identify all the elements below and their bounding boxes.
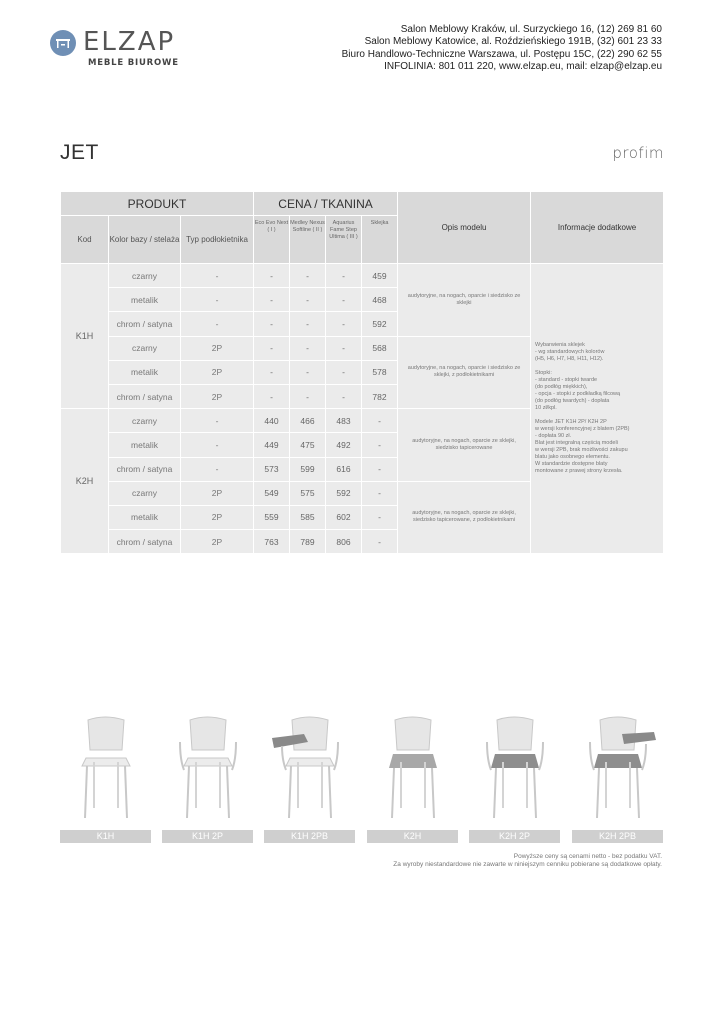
cell-kolor: czarny bbox=[109, 336, 181, 360]
product-label: K2H 2PB bbox=[572, 830, 663, 843]
page-title: JET bbox=[60, 141, 99, 164]
contact-line: Biuro Handlowo-Techniczne Warszawa, ul. Postępu 15C, (22) 290 62 55 bbox=[341, 48, 662, 60]
cell-kolor: czarny bbox=[109, 481, 181, 505]
cell-kolor: metalik bbox=[109, 433, 181, 457]
cell-opis: audytoryjne, na nogach, oparcie i siedzisko ze sklejki, z podłokietnikami bbox=[398, 336, 531, 409]
brand-logo: profim bbox=[612, 144, 664, 162]
cell-price-3: - bbox=[326, 288, 362, 312]
cell-sklejka: - bbox=[362, 409, 398, 433]
cell-info: Wybarwienia sklejek - wg standardowych kolorów (H5, H6, H7, H8, H11, H12). Stopki: - standard - stopki twarde (do podłóg miękkich), - opcja - stopki z podkładką filcową (do podłóg twardych) - dopłata 10 zł/kpl. Modele JET K1H 2P/ K2H 2P w wersji konferencyjnej z blatem (2PB) - dopłata 90 zł. Blat jest integralną częścią modeli w wersji 2PB, brak możliwości zakupu blatu jako osobnego elementu. W standardzie dostępne blaty montowane z prawej strony krzesła. bbox=[531, 264, 664, 554]
cell-sklejka: - bbox=[362, 433, 398, 457]
product-label: K1H 2PB bbox=[264, 830, 355, 843]
chair-armrest-icon bbox=[162, 690, 253, 830]
cell-kolor: chrom / satyna bbox=[109, 530, 181, 554]
cell-kolor: metalik bbox=[109, 360, 181, 384]
cell-price-3: 806 bbox=[326, 530, 362, 554]
cell-price-2: - bbox=[290, 264, 326, 288]
cell-price-2: - bbox=[290, 384, 326, 408]
elzap-logo bbox=[50, 28, 190, 70]
product-label: K1H 2P bbox=[162, 830, 253, 843]
code-k2h: K2H bbox=[61, 409, 109, 554]
cell-price-2: 475 bbox=[290, 433, 326, 457]
footnote bbox=[393, 853, 662, 869]
chair-upholstered-tablet-icon bbox=[572, 690, 663, 830]
header-info: Informacje dodatkowe bbox=[531, 192, 664, 264]
cell-typ: 2P bbox=[181, 384, 254, 408]
cell-typ: 2P bbox=[181, 481, 254, 505]
chair-tablet-icon bbox=[264, 690, 355, 830]
product-label: K1H bbox=[60, 830, 151, 843]
cell-sklejka: 459 bbox=[362, 264, 398, 288]
cell-kolor: chrom / satyna bbox=[109, 384, 181, 408]
product-k1h[interactable] bbox=[60, 690, 151, 842]
cell-price-2: - bbox=[290, 360, 326, 384]
contact-line: Salon Meblowy Kraków, ul. Surzyckiego 16, (12) 269 81 60 bbox=[400, 24, 662, 35]
cell-price-1: - bbox=[254, 264, 290, 288]
cell-sklejka: - bbox=[362, 530, 398, 554]
chair-upholstered-icon bbox=[367, 690, 458, 830]
cell-price-3: 602 bbox=[326, 505, 362, 529]
header-sklejka: Sklejka bbox=[362, 216, 398, 264]
cell-price-3: 616 bbox=[326, 457, 362, 481]
product-k1h-2p[interactable] bbox=[162, 690, 253, 842]
cell-kolor: metalik bbox=[109, 288, 181, 312]
logo-subtitle: MEBLE BIUROWE bbox=[88, 58, 179, 68]
header-typ: Typ podłokietnika bbox=[181, 216, 254, 264]
code-k1h: K1H bbox=[61, 264, 109, 409]
cell-sklejka: - bbox=[362, 505, 398, 529]
cell-price-1: - bbox=[254, 336, 290, 360]
header-kolor: Kolor bazy / stelaża bbox=[109, 216, 181, 264]
cell-price-1: 549 bbox=[254, 481, 290, 505]
cell-price-2: 575 bbox=[290, 481, 326, 505]
cell-price-1: - bbox=[254, 360, 290, 384]
cell-sklejka: - bbox=[362, 481, 398, 505]
table-row bbox=[61, 264, 664, 288]
header-group-2: Medley Nexus Softline ( II ) bbox=[290, 216, 326, 264]
header-group-1: Eco Evo Next ( I ) bbox=[254, 216, 290, 264]
desk-icon bbox=[50, 30, 76, 56]
cell-price-2: 585 bbox=[290, 505, 326, 529]
cell-price-1: 449 bbox=[254, 433, 290, 457]
cell-typ: - bbox=[181, 264, 254, 288]
cell-opis: audytoryjne, na nogach, oparcie ze sklejki, siedzisko tapicerowane, z podłokietnikami bbox=[398, 481, 531, 554]
cell-price-3: - bbox=[326, 360, 362, 384]
cell-opis: audytoryjne, na nogach, oparcie i siedzisko ze sklejki bbox=[398, 264, 531, 337]
cell-price-1: 559 bbox=[254, 505, 290, 529]
cell-kolor: chrom / satyna bbox=[109, 457, 181, 481]
cell-price-3: 483 bbox=[326, 409, 362, 433]
cell-sklejka: 578 bbox=[362, 360, 398, 384]
chair-upholstered-armrest-icon bbox=[469, 690, 560, 830]
cell-price-2: - bbox=[290, 312, 326, 336]
product-k2h[interactable] bbox=[367, 690, 458, 842]
header-opis: Opis modelu bbox=[398, 192, 531, 264]
cell-typ: - bbox=[181, 312, 254, 336]
logo-name: ELZAP bbox=[83, 27, 176, 57]
cell-typ: 2P bbox=[181, 505, 254, 529]
cell-sklejka: 468 bbox=[362, 288, 398, 312]
cell-price-3: - bbox=[326, 384, 362, 408]
cell-price-1: - bbox=[254, 288, 290, 312]
cell-typ: - bbox=[181, 457, 254, 481]
cell-opis: audytoryjne, na nogach, oparcie ze sklejki, siedzisko tapicerowane bbox=[398, 409, 531, 482]
cell-kolor: chrom / satyna bbox=[109, 312, 181, 336]
product-label: K2H bbox=[367, 830, 458, 843]
cell-typ: 2P bbox=[181, 530, 254, 554]
cell-typ: - bbox=[181, 288, 254, 312]
cell-price-1: 440 bbox=[254, 409, 290, 433]
cell-price-3: 592 bbox=[326, 481, 362, 505]
cell-typ: 2P bbox=[181, 360, 254, 384]
price-table bbox=[60, 191, 664, 554]
contact-line: Salon Meblowy Katowice, al. Roździeńskiego 191B, (32) 601 23 33 bbox=[364, 36, 662, 48]
cell-kolor: czarny bbox=[109, 409, 181, 433]
product-k1h-2pb[interactable] bbox=[264, 690, 355, 842]
cell-typ: - bbox=[181, 409, 254, 433]
cell-price-3: - bbox=[326, 312, 362, 336]
cell-price-2: 599 bbox=[290, 457, 326, 481]
cell-kolor: czarny bbox=[109, 264, 181, 288]
header-group-3: Aquarius Fame Step Ultima ( III ) bbox=[326, 216, 362, 264]
cell-sklejka: - bbox=[362, 457, 398, 481]
cell-typ: - bbox=[181, 433, 254, 457]
cell-price-3: - bbox=[326, 336, 362, 360]
cell-price-1: - bbox=[254, 312, 290, 336]
chair-icon bbox=[60, 690, 151, 830]
header-produkt: PRODUKT bbox=[61, 192, 254, 216]
cell-typ: 2P bbox=[181, 336, 254, 360]
header-cena: CENA / TKANINA bbox=[254, 192, 398, 216]
cell-price-3: - bbox=[326, 264, 362, 288]
cell-price-1: 763 bbox=[254, 530, 290, 554]
header-kod: Kod bbox=[61, 216, 109, 264]
cell-price-1: 573 bbox=[254, 457, 290, 481]
footnote-line: Powyższe ceny są cenami netto - bez podatku VAT. bbox=[513, 853, 662, 860]
product-label: K2H 2P bbox=[469, 830, 560, 843]
cell-sklejka: 592 bbox=[362, 312, 398, 336]
contact-line[interactable]: INFOLINIA: 801 011 220, www.elzap.eu, mail: elzap@elzap.eu bbox=[384, 60, 662, 72]
cell-sklejka: 568 bbox=[362, 336, 398, 360]
cell-sklejka: 782 bbox=[362, 384, 398, 408]
cell-price-2: 789 bbox=[290, 530, 326, 554]
cell-price-2: - bbox=[290, 288, 326, 312]
cell-price-1: - bbox=[254, 384, 290, 408]
cell-price-3: 492 bbox=[326, 433, 362, 457]
product-k2h-2pb[interactable] bbox=[572, 690, 663, 842]
footnote-line: Za wyroby niestandardowe nie zawarte w niniejszym cenniku pobierane są dodatkowe opłaty. bbox=[393, 861, 662, 868]
cell-price-2: - bbox=[290, 336, 326, 360]
product-k2h-2p[interactable] bbox=[469, 690, 560, 842]
cell-price-2: 466 bbox=[290, 409, 326, 433]
contact-block bbox=[342, 24, 662, 73]
cell-kolor: metalik bbox=[109, 505, 181, 529]
